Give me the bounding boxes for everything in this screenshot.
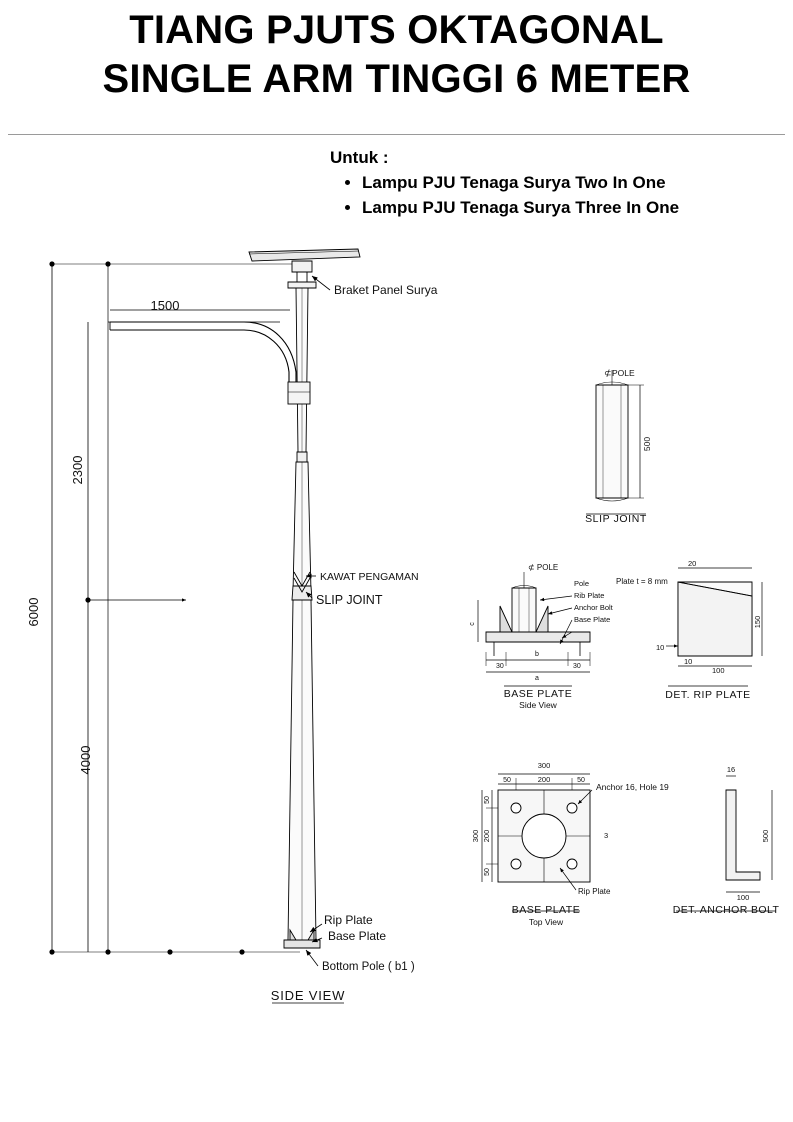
bp-side-dim-b: b bbox=[535, 651, 539, 658]
caption-base-plate-top: BASE PLATE bbox=[511, 904, 581, 916]
bp-top-dim-50-left-top: 50 bbox=[484, 796, 491, 804]
bp-top-dim-300: 300 bbox=[537, 761, 551, 770]
bp-top-dim-200-left: 200 bbox=[482, 829, 491, 843]
subcaption-base-plate-top: Top View bbox=[528, 917, 564, 927]
rip-plate-dim-100: 100 bbox=[712, 666, 725, 675]
bp-top-dim-300-left: 300 bbox=[471, 829, 480, 843]
caption-slip-joint: SLIP JOINT bbox=[585, 513, 647, 525]
bp-side-dim-30b: 30 bbox=[573, 663, 581, 670]
callout-solar-bracket: Braket Panel Surya bbox=[334, 283, 438, 297]
bp-top-dim-50-left-bottom: 50 bbox=[484, 868, 491, 876]
base-plate-top-detail bbox=[482, 774, 592, 911]
bp-side-label-pole: Pole bbox=[574, 579, 590, 588]
slip-joint-detail bbox=[586, 370, 646, 514]
arm-clamp bbox=[288, 382, 310, 404]
anchor-dim-100: 100 bbox=[736, 893, 750, 902]
caption-anchor-bolt: DET. ANCHOR BOLT bbox=[672, 904, 780, 916]
usage-heading: Untuk : bbox=[330, 148, 389, 167]
bp-side-dim-c: c bbox=[469, 622, 476, 626]
rip-plate-note: Plate t = 8 mm bbox=[616, 577, 668, 586]
slip-joint-pole-label: POLE bbox=[612, 368, 635, 378]
slip-joint-length: 500 bbox=[642, 436, 652, 452]
bp-top-dim-200: 200 bbox=[537, 775, 551, 784]
bp-top-dim-50b: 50 bbox=[577, 777, 585, 784]
subcaption-base-plate-side: Side View bbox=[519, 700, 557, 710]
list-item: • Lampu PJU Tenaga Surya Two In One bbox=[362, 171, 679, 196]
anchor-dim-500: 500 bbox=[761, 829, 770, 843]
caption-side-view: SIDE VIEW bbox=[270, 988, 346, 1003]
anchor-dim-16: 16 bbox=[726, 765, 736, 774]
bp-side-label-base: Base Plate bbox=[574, 615, 611, 624]
bp-top-anchor-note: Anchor 16, Hole 19 bbox=[596, 782, 669, 792]
rip-plate-dim-20: 20 bbox=[688, 559, 697, 568]
luminaire-arm bbox=[110, 322, 296, 392]
page-title-line-2: SINGLE ARM TINGGI 6 METER bbox=[102, 56, 691, 101]
callout-rip-plate: Rip Plate bbox=[324, 913, 373, 927]
dimension-upper-segment: 2300 bbox=[70, 455, 85, 485]
callout-safety-wire: KAWAT PENGAMAN bbox=[320, 571, 419, 583]
callout-bottom-pole: Bottom Pole ( b1 ) bbox=[322, 961, 415, 973]
dimension-total-height: 6000 bbox=[26, 597, 41, 627]
caption-rip-plate: DET. RIP PLATE bbox=[665, 689, 751, 701]
bp-side-dim-30a: 30 bbox=[496, 663, 504, 670]
bp-top-dim-50a: 50 bbox=[503, 777, 511, 784]
solar-panel bbox=[249, 249, 360, 261]
callout-base-plate: Base Plate bbox=[328, 929, 387, 943]
panel-bracket bbox=[288, 261, 316, 288]
bp-top-center-dim: 3 bbox=[604, 831, 609, 840]
rip-plate-dim-10b: 10 bbox=[684, 657, 693, 666]
slip-joint-pole-symbol: ⊄ bbox=[604, 368, 612, 378]
dimension-nodes bbox=[49, 261, 244, 954]
page-title-line-1: TIANG PJUTS OKTAGONAL bbox=[129, 8, 664, 52]
callout-slip-joint: SLIP JOINT bbox=[316, 593, 383, 607]
anchor-bolt-detail bbox=[676, 776, 776, 911]
bp-side-label-anchor: Anchor Bolt bbox=[574, 603, 613, 612]
bp-side-label-rib: Rib Plate bbox=[574, 591, 605, 600]
caption-base-plate-side: BASE PLATE bbox=[503, 688, 573, 700]
list-item: • Lampu PJU Tenaga Surya Three In One bbox=[362, 196, 679, 221]
bp-side-dim-a: a bbox=[535, 675, 539, 682]
rip-plate-dim-10a: 10 bbox=[656, 643, 665, 652]
dimension-lower-segment: 4000 bbox=[78, 745, 93, 775]
dimension-arm-length: 1500 bbox=[150, 298, 180, 313]
bp-top-rib-note: Rip Plate bbox=[578, 887, 611, 896]
bp-side-pole-symbol: ⊄ POLE bbox=[528, 563, 559, 572]
rip-plate-dim-150: 150 bbox=[753, 615, 762, 629]
